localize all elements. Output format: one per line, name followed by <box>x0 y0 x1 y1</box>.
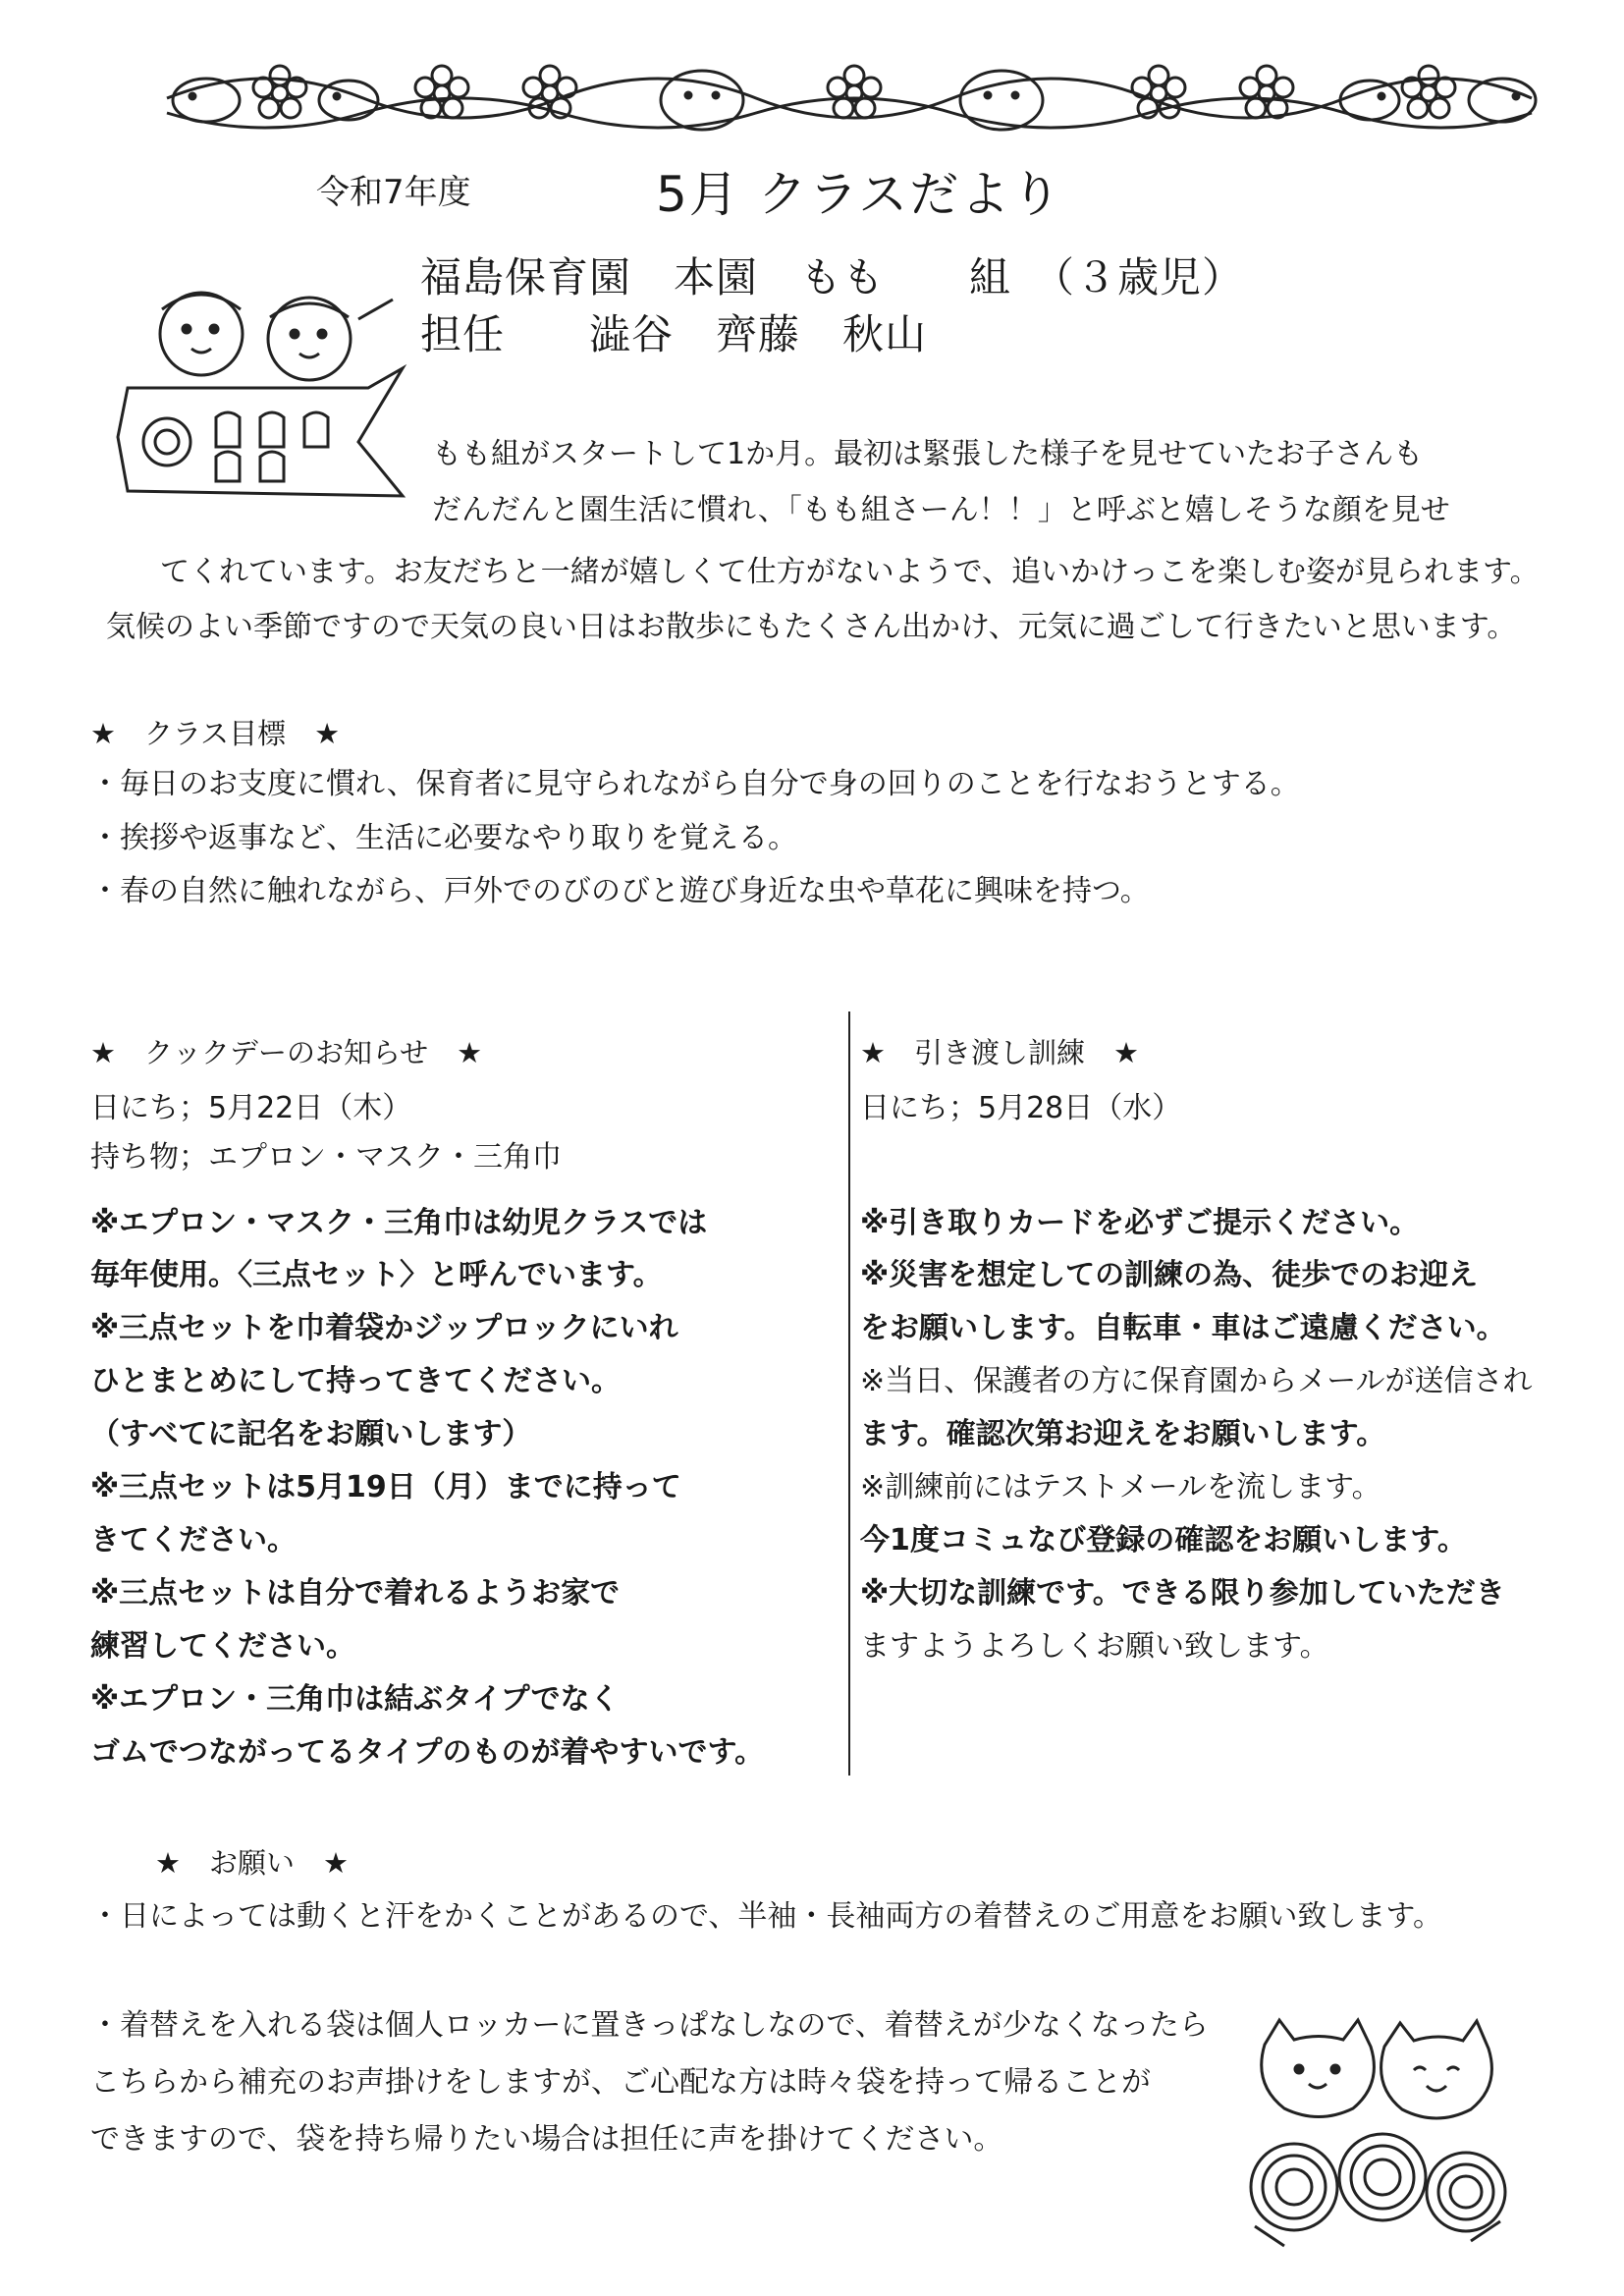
drill-date: 日にち；5月28日（水） <box>860 1091 1182 1125</box>
goals-heading: ★ クラス目標 ★ <box>90 717 341 750</box>
drill-note: ※大切な訓練です。できる限り参加していただき <box>860 1576 1505 1611</box>
drill-heading: ★ 引き渡し訓練 ★ <box>860 1036 1139 1069</box>
request-item: ・日によっては動くと汗をかくことがあるので、半袖・長袖両方の着替えのご用意をお願い致します。 <box>90 1899 1442 1934</box>
intro-line: 気候のよい季節ですので天気の良い日はお散歩にもたくさん出かけ、元気に過ごして行きたいと思います。 <box>106 610 1517 644</box>
request-item: ・着替えを入れる袋は個人ロッカーに置きっぱなしなので、着替えが少なくなったら <box>90 2008 1209 2043</box>
intro-line: もも組がスタートして1か月。最初は緊張した様子を見せていたお子さんも <box>432 437 1424 471</box>
intro-line: だんだんと園生活に慣れ、「もも組さーん！！」と呼ぶと嬉しそうな顔を見せ <box>432 493 1450 527</box>
goal-item: ・春の自然に触れながら、戸外でのびのびと遊び身近な虫や草花に興味を持つ。 <box>90 874 1150 908</box>
request-item: こちらから補充のお声掛けをしますが、ご心配な方は時々袋を持って帰ることが <box>90 2065 1151 2100</box>
page-title: 5月 クラスだより <box>656 166 1063 223</box>
cook-note: 毎年使用。〈三点セット〉と呼んでいます。 <box>90 1258 663 1292</box>
request-item: できますので、袋を持ち帰りたい場合は担任に声を掛けてください。 <box>90 2122 1003 2157</box>
goal-item: ・挨拶や返事など、生活に必要なやり取りを覚える。 <box>90 821 797 855</box>
drill-note: をお願いします。自転車・車はご遠慮ください。 <box>860 1311 1506 1345</box>
cook-note: きてください。 <box>90 1523 297 1558</box>
drill-note: ます。確認次第お迎えをお願いします。 <box>860 1417 1386 1451</box>
cook-note: ひとまとめにして持ってきてください。 <box>90 1364 621 1398</box>
teachers: 担任 澁谷 齊藤 秋山 <box>420 310 928 358</box>
cook-note: ※エプロン・マスク・三角巾は幼児クラスでは <box>90 1206 708 1240</box>
cook-items: 持ち物；エプロン・マスク・三角巾 <box>90 1140 562 1175</box>
cook-note: 練習してください。 <box>90 1629 355 1664</box>
cook-note: ※三点セットは5月19日（月）までに持って <box>90 1470 681 1504</box>
drill-note: ※当日、保護者の方に保育園からメールが送信され <box>860 1364 1533 1398</box>
flower-fish-border-art <box>147 39 1551 147</box>
column-divider <box>848 1011 850 1776</box>
cats-with-flowers-art <box>1225 2005 1520 2251</box>
drill-note: ※災害を想定しての訓練の為、徒歩でのお迎え <box>860 1258 1479 1292</box>
cook-note: ※三点セットを巾着袋かジップロックにいれ <box>90 1311 678 1345</box>
kids-on-koinobori-art <box>108 280 432 501</box>
drill-note: ますようよろしくお願い致します。 <box>860 1629 1329 1664</box>
fiscal-year: 令和7年度 <box>316 173 471 212</box>
cook-note: ※三点セットは自分で着れるようお家で <box>90 1576 621 1611</box>
goal-item: ・毎日のお支度に慣れ、保育者に見守られながら自分で身の回りのことを行なおうとする。 <box>90 767 1300 801</box>
intro-line: てくれています。お友だちと一緒が嬉しくて仕方がないようで、追いかけっこを楽しむ姿が見られます。 <box>160 555 1540 589</box>
requests-heading: ★ お願い ★ <box>155 1846 349 1880</box>
cook-note: （すべてに記名をお願いします） <box>90 1417 532 1451</box>
cook-heading: ★ クックデーのお知らせ ★ <box>90 1036 483 1069</box>
cook-note: ※エプロン・三角巾は結ぶタイプでなく <box>90 1682 620 1717</box>
drill-note: ※訓練前にはテストメールを流します。 <box>860 1470 1381 1504</box>
drill-note: ※引き取りカードを必ずご提示ください。 <box>860 1206 1420 1240</box>
cook-date: 日にち；5月22日（木） <box>90 1091 412 1125</box>
drill-note: 今1度コミュなび登録の確認をお願いします。 <box>860 1523 1467 1558</box>
class-info: 福島保育園 本園 もも 組 （３歳児） <box>420 253 1245 301</box>
cook-note: ゴムでつながってるタイプのものが着やすいです。 <box>90 1735 765 1770</box>
